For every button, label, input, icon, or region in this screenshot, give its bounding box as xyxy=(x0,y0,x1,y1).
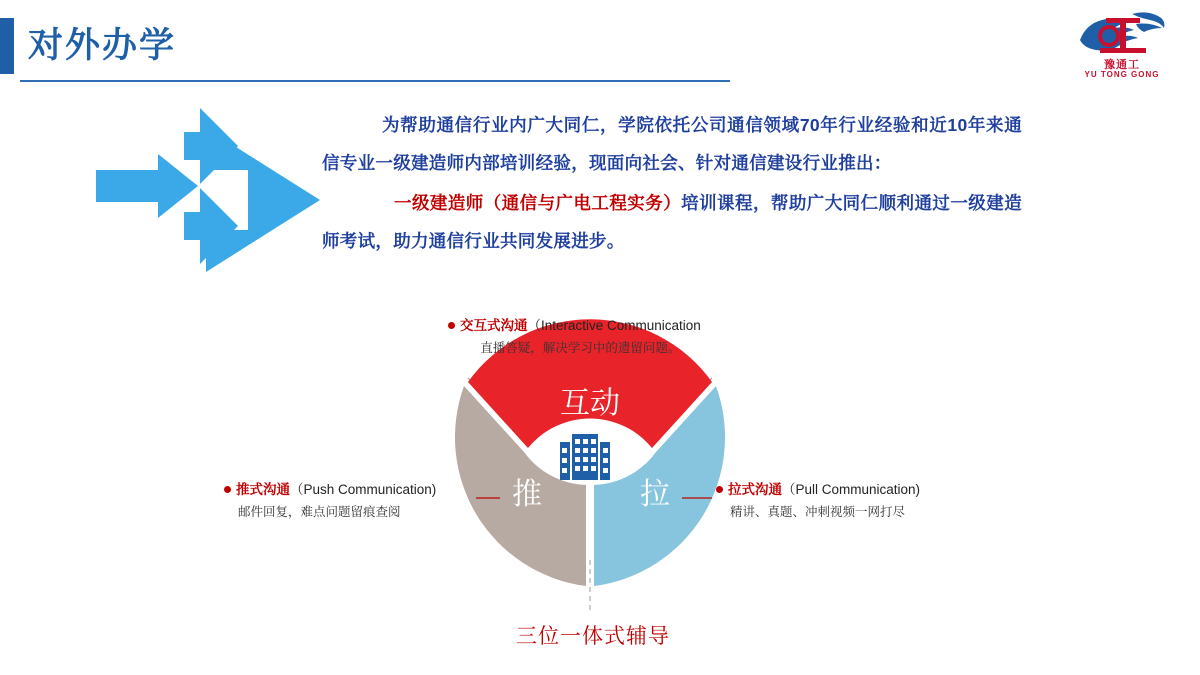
bullet-icon xyxy=(716,486,723,493)
logo-text-en: YU TONG GONG xyxy=(1084,70,1160,79)
company-logo xyxy=(1062,10,1182,82)
page-title: 对外办学 xyxy=(28,26,177,65)
intro-paragraph-1: 为帮助通信行业内广大同仁，学院依托公司通信领域70年行业经验和近10年来通信专业一级建造师内部培训经验，现面向社会、针对通信建设行业推出： xyxy=(322,115,1022,173)
callout-pull-title xyxy=(716,478,920,498)
diagram-bottom-label: 三位一体式辅导 xyxy=(516,625,670,648)
segment-label-right: 拉 xyxy=(640,478,670,511)
bullet-icon xyxy=(224,486,231,493)
callout-pull-title-cn: 拉式沟通 xyxy=(728,482,782,497)
callout-push-sub: 邮件回复，难点问题留痕查阅 xyxy=(238,505,401,519)
callout-interactive xyxy=(448,314,701,356)
callout-interactive-sub: 直播答疑，解决学习中的遗留问题。 xyxy=(480,341,681,355)
intro-paragraph-2 xyxy=(322,184,1022,260)
callout-push xyxy=(224,478,436,520)
three-in-one-diagram xyxy=(200,310,1000,660)
dragon-logo-icon xyxy=(1076,10,1168,60)
callout-push-title-en: （Push Communication) xyxy=(290,482,437,497)
right-arrow-icon xyxy=(88,100,328,300)
logo-text-cn: 豫通工 xyxy=(1104,59,1140,71)
header-divider xyxy=(20,80,730,82)
bullet-icon xyxy=(448,322,455,329)
header-accent-bar xyxy=(0,18,14,74)
intro-paragraph-2-rest: 培训课程，帮助广大同仁顺利通过一级建造师考试，助力通信行业共同发展进步。 xyxy=(322,193,1022,251)
callout-push-title-cn: 推式沟通 xyxy=(236,482,290,497)
callout-pull-sub: 精讲、真题、冲刺视频一网打尽 xyxy=(730,505,906,519)
segment-label-left: 推 xyxy=(512,478,542,511)
callout-pull-title-en: （Pull Communication) xyxy=(782,482,921,497)
course-name-highlight: 一级建造师（通信与广电工程实务） xyxy=(394,193,682,213)
callout-interactive-title-en: （Interactive Communication xyxy=(527,318,701,333)
segment-label-top: 互动 xyxy=(560,387,620,420)
callout-push-title xyxy=(224,478,436,498)
callout-interactive-title-cn: 交互式沟通 xyxy=(460,318,528,333)
callout-interactive-title xyxy=(448,314,701,334)
building-icon xyxy=(560,434,610,480)
slide-header xyxy=(0,0,1200,95)
intro-text-block xyxy=(322,106,1022,260)
callout-pull xyxy=(716,478,920,520)
